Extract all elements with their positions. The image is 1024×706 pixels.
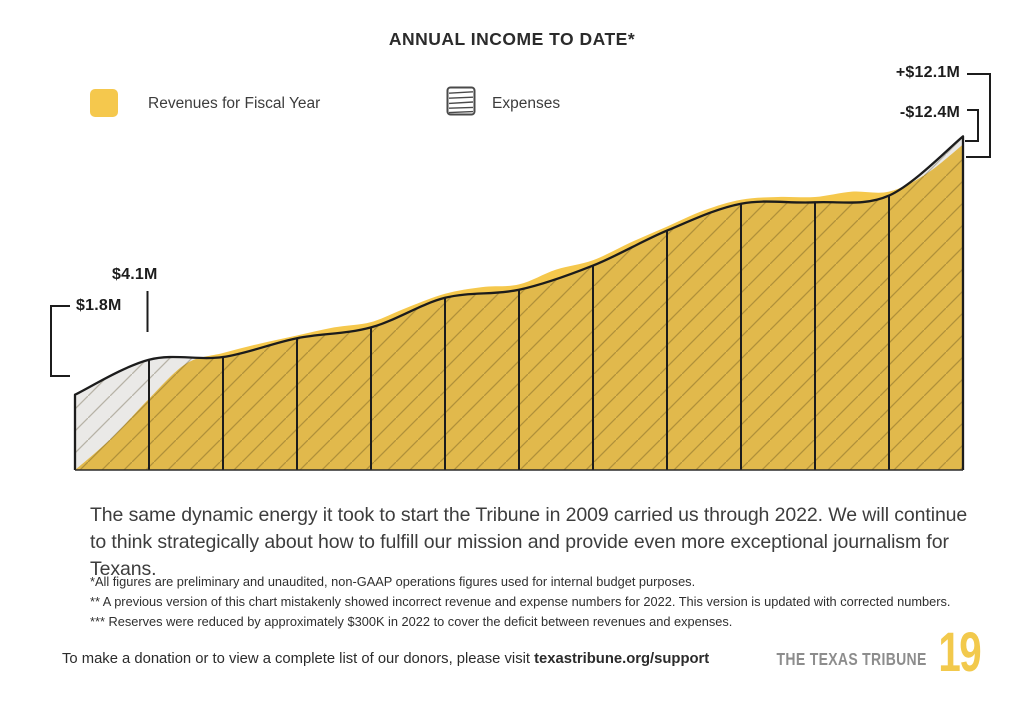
footnote-2: ** A previous version of this chart mistakenly showed incorrect revenue and expense numbers for 2022. This version is updated with corrected numbers. [90,594,951,609]
body-copy: The same dynamic energy it took to start the Tribune in 2009 carried us through 2022. We will continue to think strategically about how to fulfill our mission and provide even more exceptional journalism for Texans. [90,504,968,580]
brand-wordmark: THE TEXAS TRIBUNE [776,649,927,669]
start-value-label: $1.8M [76,297,122,314]
start-value-bracket [51,306,70,376]
expenses-legend-label: Expenses [492,95,561,112]
year-one-value-label: $4.1M [112,266,158,283]
donation-text: To make a donation or to view a complete list of our donors, please visit [62,651,535,667]
final-revenue-label: +$12.1M [895,64,960,81]
final-expense-label: -$12.4M [899,104,960,121]
revenues-legend-label: Revenues for Fiscal Year [148,95,321,112]
footnote-3: *** Reserves were reduced by approximately $300K in 2022 to cover the deficit between revenues and expenses. [90,614,733,629]
footnotes-block [90,572,970,632]
final-expense-bracket [965,110,978,141]
donation-link[interactable]: texastribune.org/support [534,651,710,667]
donation-line [62,651,709,667]
page-title: ANNUAL INCOME TO DATE* [388,29,636,49]
footnote-1: *All figures are preliminary and unaudited, non-GAAP operations figures used for internal budget purposes. [90,574,696,589]
page-number: 19 [938,620,980,683]
